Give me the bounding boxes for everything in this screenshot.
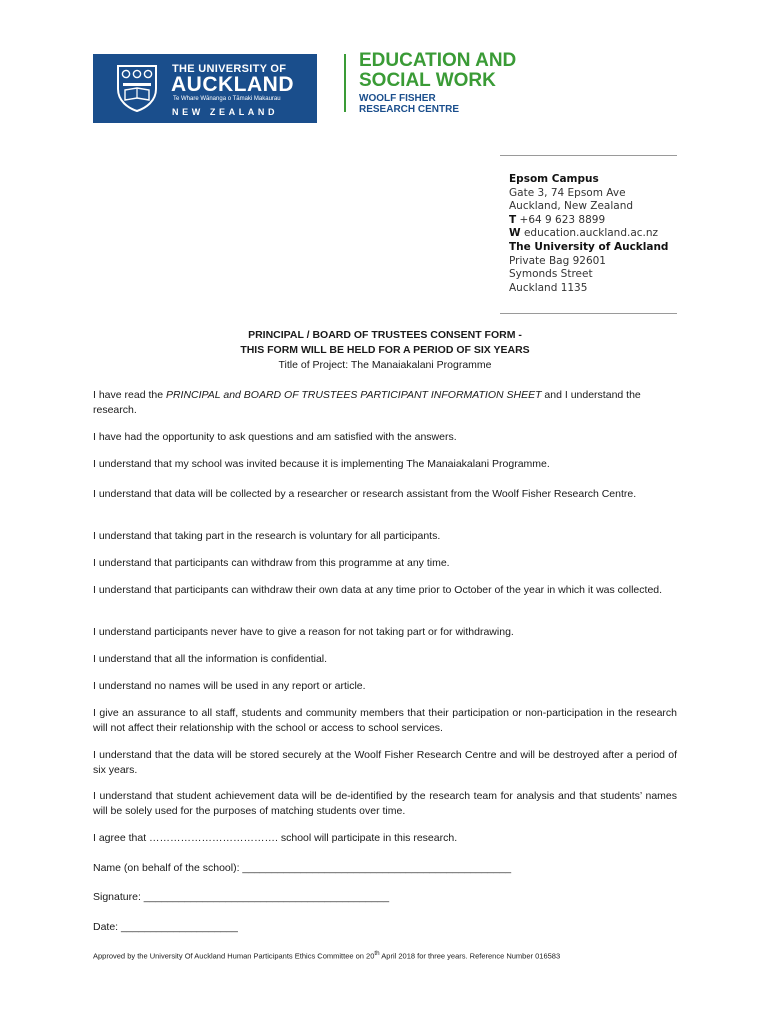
- research-centre-line2: RESEARCH CENTRE: [359, 104, 460, 115]
- university-maori-name: Te Whare Wānanga o Tāmaki Makaurau: [173, 96, 281, 102]
- faculty-name-line2: SOCIAL WORK: [359, 70, 496, 91]
- statement-item: I understand that participants can withdraw their own data at any time prior to October of the year in which it was collected.: [93, 584, 663, 596]
- road: Symonds Street: [509, 268, 593, 281]
- statement-item: I understand that all the information is confidential.: [93, 653, 328, 665]
- research-centre-line1: WOOLF FISHER: [359, 93, 436, 104]
- web-label: W: [509, 227, 521, 240]
- faculty-divider: [344, 54, 346, 112]
- statement-1-pre: I have read the: [93, 389, 166, 401]
- form-title-line2: THIS FORM WILL BE HELD FOR A PERIOD OF SIX YEARS: [240, 344, 530, 356]
- phone-number: +64 9 623 8899: [519, 213, 606, 226]
- footer-pre: Approved by the University Of Auckland Human Participants Ethics Committee on 20: [93, 951, 375, 961]
- statement-item: I understand participants never have to give a reason for not taking part or for withdrawing.: [93, 626, 514, 638]
- institution-name: The University of Auckland: [509, 240, 669, 253]
- statement-1-post: and I understand the research.: [93, 389, 641, 416]
- faculty-name: [359, 51, 516, 91]
- ethics-approval-footer: [93, 950, 677, 961]
- footer-sup: th: [374, 950, 380, 957]
- research-centre-name: [359, 93, 459, 115]
- faculty-name-line1: EDUCATION AND: [359, 50, 517, 71]
- project-title: Title of Project: The Manaiakalani Programme: [278, 359, 492, 371]
- street-address: Gate 3, 74 Epsom Ave: [509, 186, 626, 199]
- phone-label: T: [509, 213, 517, 226]
- form-title-line1: PRINCIPAL / BOARD OF TRUSTEES CONSENT FORM -: [248, 329, 522, 341]
- statement-item: I understand that student achievement data will be de-identified by the research team for analysis and that students’ names will be solely used for the purposes of matching students over time.: [93, 790, 677, 817]
- signature-field[interactable]: Signature: __________________________________________: [93, 891, 390, 903]
- postcode-line: Auckland 1135: [509, 281, 588, 294]
- private-bag: Private Bag 92601: [509, 254, 606, 267]
- address-block: [509, 173, 668, 295]
- statement-item: I understand no names will be used in any report or article.: [93, 680, 366, 692]
- name-field[interactable]: Name (on behalf of the school): ______________________________________________: [93, 862, 512, 874]
- information-sheet-title: PRINCIPAL and BOARD OF TRUSTEES PARTICIPANT INFORMATION SHEET: [165, 389, 542, 401]
- address-top-rule: [500, 155, 677, 156]
- statement-item: I give an assurance to all staff, students and community members that their participation or non-participation in the research will not affect their relationship with the school or access to school services.: [93, 707, 677, 734]
- phone-line: [509, 214, 668, 228]
- statement-item: I understand that my school was invited because it is implementing The Manaiakalani Programme.: [93, 458, 550, 470]
- university-country: NEW ZEALAND: [172, 107, 279, 117]
- address-bottom-rule: [500, 313, 677, 314]
- statement-item: I understand that data will be collected by a researcher or research assistant from the Woolf Fisher Research Centre.: [93, 488, 637, 500]
- date-field[interactable]: Date: ____________________: [93, 921, 238, 933]
- web-address: education.auckland.ac.nz: [523, 227, 659, 240]
- city: Auckland, New Zealand: [509, 200, 634, 213]
- statement-item: I understand that participants can withdraw from this programme at any time.: [93, 557, 450, 569]
- footer-post: April 2018 for three years. Reference Number 016583: [379, 951, 561, 961]
- statement-item: I have had the opportunity to ask questions and am satisfied with the answers.: [93, 431, 457, 443]
- university-name-line1: THE UNIVERSITY OF: [172, 63, 287, 75]
- university-logo: [93, 54, 317, 123]
- statement-item: I understand that taking part in the research is voluntary for all participants.: [93, 530, 441, 542]
- statement-item: I understand that the data will be stored securely at the Woolf Fisher Research Centre and will be destroyed after a period of six years.: [93, 749, 677, 776]
- school-agreement-statement: I agree that ………………………………. school will participate in this research.: [93, 832, 458, 844]
- university-name-line2: AUCKLAND: [171, 73, 294, 96]
- university-crest-icon: [115, 63, 159, 113]
- campus-name: Epsom Campus: [509, 173, 599, 185]
- statement-information-sheet: [93, 388, 677, 418]
- web-line: [509, 227, 668, 241]
